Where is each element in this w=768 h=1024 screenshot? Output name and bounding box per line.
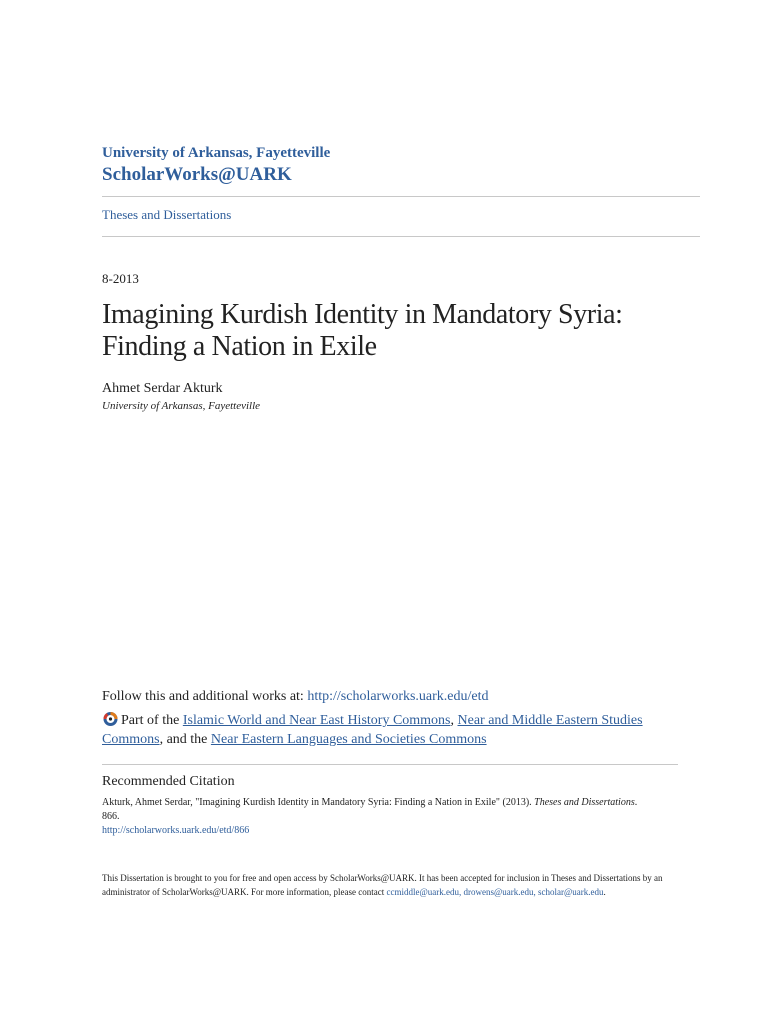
divider-citation xyxy=(102,764,678,765)
citation-number: 866. xyxy=(102,811,120,822)
access-disclaimer xyxy=(102,871,677,899)
follow-line xyxy=(102,689,489,705)
commons-network-icon xyxy=(102,711,119,727)
citation-block xyxy=(102,796,662,838)
title-line-2: Finding a Nation in Exile xyxy=(102,331,377,362)
commons-link-near-eastern-languages[interactable]: Near Eastern Languages and Societies Commons xyxy=(210,732,487,747)
commons-link-near-middle-eastern-b[interactable]: Commons xyxy=(102,732,160,747)
citation-series: Theses and Dissertations xyxy=(534,797,635,808)
repository-name[interactable]: ScholarWorks@UARK xyxy=(102,164,292,185)
divider-top xyxy=(102,196,700,197)
contact-emails[interactable]: ccmiddle@uark.edu, drowens@uark.edu, scholar@uark.edu xyxy=(386,887,604,897)
part-of-prefix: Part of the xyxy=(121,713,183,728)
collection-link[interactable]: Theses and Dissertations xyxy=(102,207,232,222)
commons-link-islamic-world[interactable]: Islamic World and Near East History Commons xyxy=(182,713,451,728)
etd-link[interactable]: http://scholarworks.uark.edu/etd xyxy=(307,689,489,704)
document-title xyxy=(102,299,712,363)
commons-link-near-middle-eastern-a[interactable]: Near and Middle Eastern Studies xyxy=(457,713,643,728)
part-of-sep1: , xyxy=(450,713,458,728)
university-name[interactable]: University of Arkansas, Fayetteville xyxy=(102,145,331,161)
citation-text: Akturk, Ahmet Serdar, "Imagining Kurdish Identity in Mandatory Syria: Finding a Nation in Exile" (2013). xyxy=(102,797,535,808)
part-of-commons xyxy=(102,711,662,749)
follow-prefix: Follow this and additional works at: xyxy=(102,689,308,704)
disclaimer-suffix: . xyxy=(603,887,606,897)
recommended-citation-heading: Recommended Citation xyxy=(102,774,235,789)
author-name: Ahmet Serdar Akturk xyxy=(102,381,223,396)
part-of-sep2: , and the xyxy=(159,732,211,747)
citation-url[interactable]: http://scholarworks.uark.edu/etd/866 xyxy=(102,825,250,836)
divider-collection xyxy=(102,236,700,237)
citation-series-suffix: . xyxy=(634,797,638,808)
repository-header xyxy=(102,144,702,186)
title-line-1: Imagining Kurdish Identity in Mandatory Syria: xyxy=(102,299,623,330)
disclaimer-text: This Dissertation is brought to you for free and open access by ScholarWorks@UARK. It has been accepted for inclusion in Theses and Dissertations by an administrator of ScholarWorks@UARK. For more information, please contact xyxy=(102,873,663,897)
author-affiliation: University of Arkansas, Fayetteville xyxy=(102,400,261,412)
publication-date: 8-2013 xyxy=(102,271,139,286)
